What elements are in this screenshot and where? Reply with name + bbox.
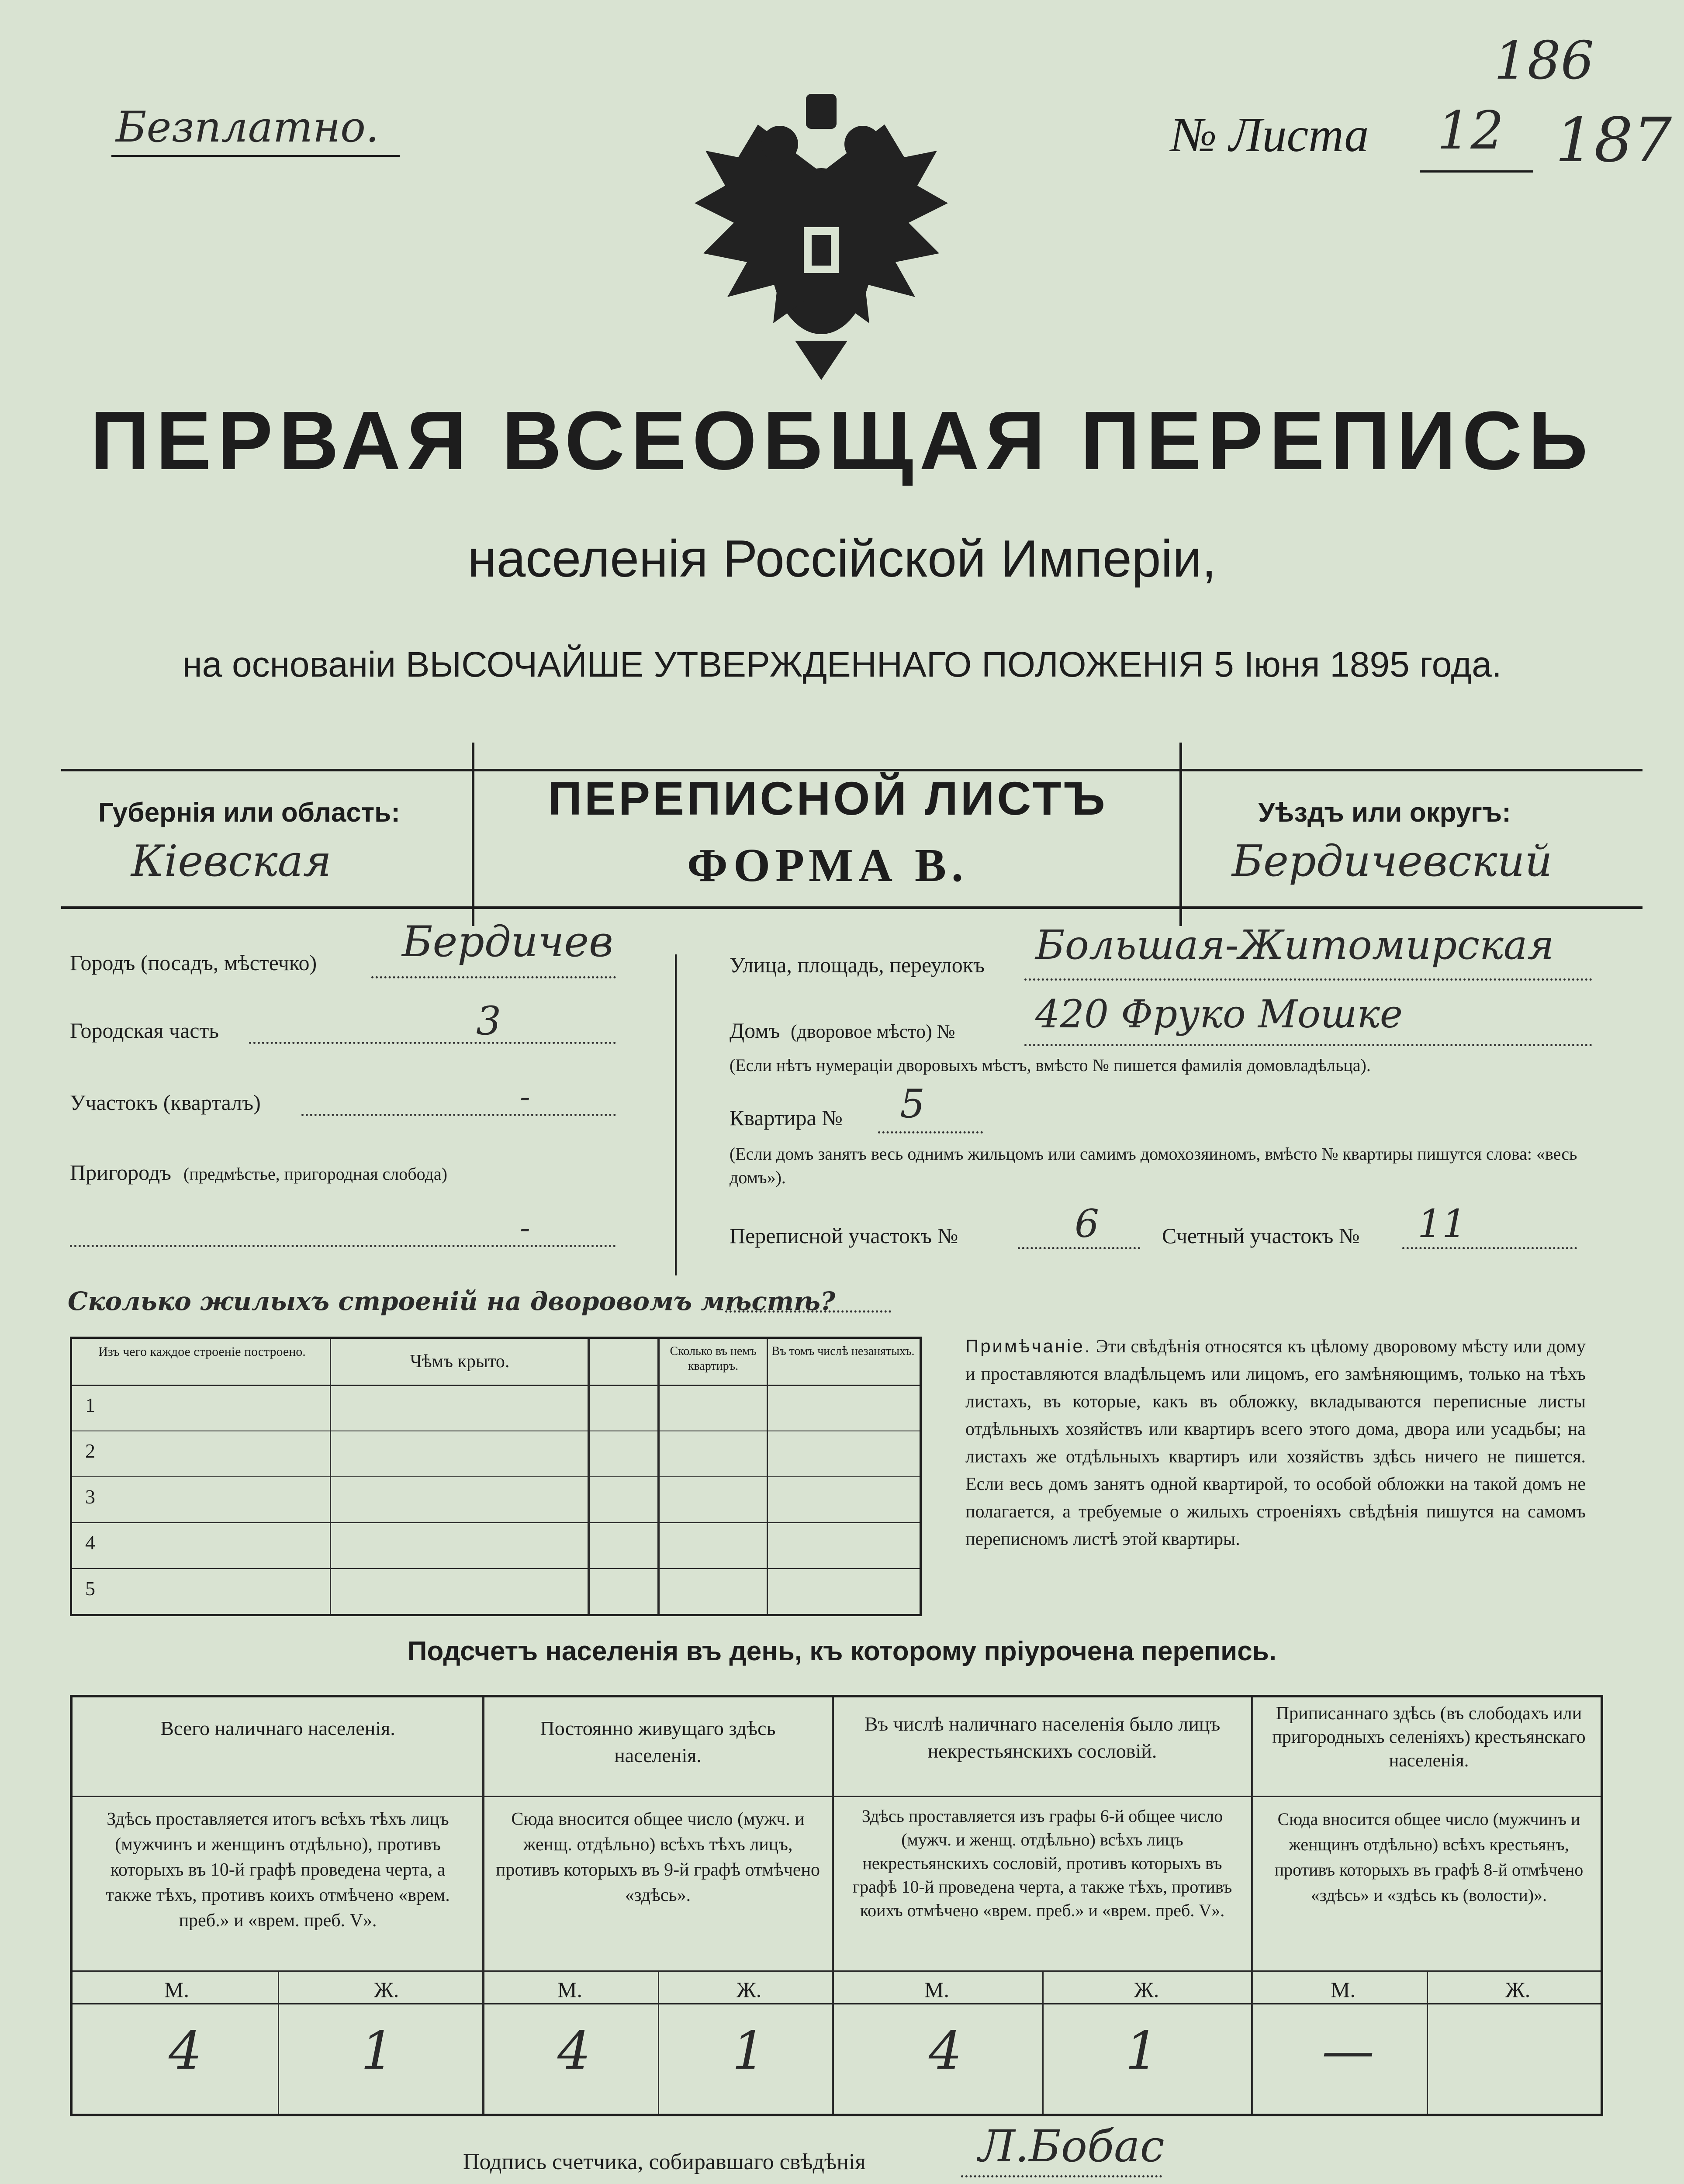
population-mf-divider-4 — [1427, 1970, 1428, 2114]
population-col-permanent-f-label: Ж. — [737, 1977, 762, 2002]
count-area-value: 11 — [1418, 1201, 1466, 1246]
population-body-rule — [73, 1970, 1601, 1972]
population-col-divider-1 — [482, 1697, 484, 2114]
signature-label: Подпись счетчика, собиравшаго свѣдѣнія — [463, 2149, 866, 2174]
population-col-permanent-head: Постоянно живущаго здѣсь населенія. — [540, 1717, 776, 1766]
signature-line — [961, 2175, 1162, 2177]
house-label: Домъ — [730, 1018, 780, 1043]
buildings-header-rule — [72, 1385, 920, 1386]
apartment-label: Квартира № — [730, 1106, 843, 1130]
population-col-nonpeasant-f-value: 1 — [1125, 2021, 1159, 2081]
census-basis: на основаніи ВЫСОЧАЙШЕ УТВЕРЖДЕННАГО ПОЛОЖЕНІЯ 5 Іюня 1895 года. — [182, 645, 1502, 684]
population-col-permanent-m-value: 4 — [557, 2021, 591, 2081]
population-head-rule — [73, 1796, 1601, 1797]
buildings-col-vacant: Въ томъ числѣ незанятыхъ. — [771, 1344, 915, 1358]
corner-mark-2: 187 — [1555, 105, 1672, 176]
city-value: Бердичев — [402, 917, 613, 966]
district-value: - — [520, 1079, 530, 1115]
suburb-line — [70, 1245, 616, 1247]
population-mf-divider-1 — [278, 1970, 279, 2114]
street-line — [1024, 978, 1592, 981]
census-area-value: 6 — [1075, 1201, 1099, 1246]
address-divider — [675, 954, 677, 1275]
buildings-col-apartments: Сколько въ немъ квартиръ. — [670, 1344, 757, 1373]
census-area-label: Переписной участокъ № — [730, 1223, 958, 1248]
buildings-note-text: Эти свѣдѣнія относятся къ цѣлому дворовому мѣсту или дому и проставляются владѣльцемъ или лицомъ, его замѣняющимъ, только на тѣхъ листахъ, въ которые, какъ въ обложку, вкладываются переписные листы отдѣльныхъ хозяйствъ или квартиръ всего этого дома, двора или усадьбы; на листахъ же отдѣльныхъ квартиръ или хозяйствъ здѣсь ничего не пишется. Если весь домъ занятъ одной квартирой, то особой обложки на такой домъ не полагается, а требуемые о жилыхъ строеніяхъ свѣдѣнія пишутся на самомъ переписномъ листѣ этой квартиры. — [965, 1337, 1586, 1549]
city-line — [371, 976, 616, 978]
uezd-label: Уѣздъ или округъ: — [1258, 798, 1511, 828]
buildings-row-1: 1 — [85, 1394, 95, 1416]
buildings-question-line — [725, 1310, 891, 1313]
district-line — [301, 1114, 616, 1116]
buildings-col-material: Изъ чего каждое строеніе построено. — [98, 1344, 306, 1359]
free-label: Безплатно. — [116, 103, 379, 152]
city-part-value: 3 — [476, 998, 501, 1044]
suburb-value: - — [520, 1210, 530, 1246]
header-box-right-divider — [1179, 743, 1182, 926]
sheet-title: ПЕРЕПИСНОЙ ЛИСТЪ — [548, 772, 1108, 825]
gubernia-label: Губернія или область: — [98, 798, 400, 828]
population-col-peasant-m-value: — — [1322, 2021, 1374, 2081]
count-area-label: Счетный участокъ № — [1162, 1223, 1360, 1248]
apartment-line — [878, 1131, 983, 1133]
population-table — [70, 1695, 1603, 2116]
house-line — [1024, 1044, 1592, 1046]
corner-mark-1: 186 — [1494, 31, 1594, 91]
street-value: Большая-Житомирская — [1035, 922, 1554, 968]
apartment-value: 5 — [900, 1081, 925, 1127]
house-note: (дворовое мѣсто) № — [791, 1021, 955, 1042]
census-subtitle: населенія Россійской Имперіи, — [467, 529, 1217, 588]
population-col-peasant-m-label: М. — [1331, 1977, 1355, 2002]
free-underline — [111, 155, 400, 157]
sheet-number-underline — [1420, 170, 1533, 173]
population-col-peasant-body: Сюда вносится общее число (мужчинъ и женщинъ отдѣльно) всѣхъ крестьянъ, противъ которыхъ въ графѣ 8-й отмѣчено «здѣсь» и «здѣсь къ (волости)». — [1274, 1809, 1584, 1905]
city-label: Городъ (посадъ, мѣстечко) — [70, 950, 317, 975]
population-mf-divider-3 — [1042, 1970, 1044, 2114]
city-part-line — [249, 1042, 616, 1044]
population-col-permanent-body: Сюда вносится общее число (мужч. и женщ. отдѣльно) всѣхъ тѣхъ лицъ, противъ которыхъ въ 9-й графѣ отмѣчено «здѣсь». — [496, 1809, 820, 1905]
population-col-divider-3 — [1251, 1697, 1253, 2114]
population-col-permanent-f-value: 1 — [732, 2021, 766, 2081]
suburb-label: Пригородъ — [70, 1160, 171, 1185]
population-col-total-f-label: Ж. — [374, 1977, 399, 2002]
buildings-row-4: 4 — [85, 1531, 95, 1554]
city-part-label: Городская часть — [70, 1018, 219, 1043]
buildings-row-5: 5 — [85, 1577, 95, 1600]
buildings-row-rule-3 — [72, 1522, 920, 1523]
buildings-row-3: 3 — [85, 1486, 95, 1508]
district-label: Участокъ (кварталъ) — [70, 1090, 261, 1115]
buildings-row-rule-2 — [72, 1476, 920, 1477]
form-label: ФОРМА В. — [687, 840, 968, 892]
buildings-col-roof: Чѣмъ крыто. — [410, 1351, 510, 1372]
population-col-total-head: Всего наличнаго населенія. — [160, 1717, 395, 1739]
population-mf-rule — [73, 2003, 1601, 2004]
sheet-number-label: № Листа — [1171, 108, 1369, 162]
population-title: Подсчетъ населенія въ день, къ которому пріурочена перепись. — [407, 1636, 1277, 1666]
population-col-peasant-f-label: Ж. — [1505, 1977, 1531, 2002]
buildings-note — [965, 1332, 1586, 1553]
suburb-note: (предмѣстье, пригородная слобода) — [183, 1164, 447, 1184]
population-mf-divider-2 — [658, 1970, 659, 2114]
signature-value: Л.Бобас — [979, 2121, 1165, 2172]
population-col-total-body: Здѣсь проставляется итогъ всѣхъ тѣхъ лицъ (мужчинъ и женщинъ отдѣльно), противъ которыхъ въ 10-й графѣ проведена черта, а также тѣхъ, противъ коихъ отмѣчено «врем. преб.» и «врем. преб. V». — [106, 1809, 450, 1931]
census-main-title: ПЕРВАЯ ВСЕОБЩАЯ ПЕРЕПИСЬ — [90, 394, 1594, 487]
count-area-line — [1402, 1247, 1577, 1249]
header-box-left-divider — [472, 743, 474, 926]
census-area-line — [1018, 1247, 1140, 1249]
header-box-bottom-rule — [61, 906, 1643, 909]
population-col-permanent-m-label: М. — [557, 1977, 582, 2002]
population-col-nonpeasant-m-value: 4 — [929, 2021, 962, 2081]
population-col-peasant-head: Приписаннаго здѣсь (въ слободахъ или пригородныхъ селеніяхъ) крестьянскаго населенія. — [1272, 1704, 1586, 1771]
street-label: Улица, площадь, переулокъ — [730, 953, 985, 977]
buildings-question: Сколько жилыхъ строеній на дворовомъ мѣстѣ? — [68, 1286, 836, 1316]
apartment-hint: (Если домъ занятъ весь однимъ жильцомъ или самимъ домохозяиномъ, вмѣсто № квартиры пишутся слова: «весь домъ»). — [730, 1144, 1577, 1187]
population-col-nonpeasant-f-label: Ж. — [1134, 1977, 1159, 2002]
buildings-row-2: 2 — [85, 1440, 95, 1462]
buildings-note-title: Примѣчаніе. — [965, 1336, 1092, 1356]
population-col-nonpeasant-body: Здѣсь проставляется изъ графы 6-й общее число (мужч. и женщ. отдѣльно) всѣхъ лицъ некрестьянскихъ сословій, противъ которыхъ въ графѣ 10-й проведена черта, а также тѣхъ, противъ коихъ отмѣчено «врем. преб.» и «врем. преб. V». — [852, 1806, 1232, 1920]
population-col-total-m-label: М. — [164, 1977, 189, 2002]
population-col-total-m-value: 4 — [169, 2021, 202, 2081]
sheet-number-value: 12 — [1437, 100, 1504, 161]
uezd-value: Бердичевский — [1232, 836, 1553, 886]
buildings-table — [70, 1337, 922, 1616]
gubernia-value: Кiевская — [131, 836, 332, 886]
buildings-row-rule-4 — [72, 1568, 920, 1569]
population-col-divider-2 — [832, 1697, 834, 2114]
house-value: 420 Фруко Мошке — [1035, 992, 1403, 1037]
imperial-eagle-emblem — [686, 79, 957, 384]
house-hint: (Если нѣтъ нумераціи дворовыхъ мѣстъ, вмѣсто № пишется фамилія домовладѣльца). — [730, 1055, 1371, 1075]
population-col-nonpeasant-head: Въ числѣ наличнаго населенія было лицъ некрестьянскихъ сословій. — [864, 1713, 1221, 1762]
population-col-nonpeasant-m-label: М. — [924, 1977, 949, 2002]
population-col-total-f-value: 1 — [361, 2021, 394, 2081]
